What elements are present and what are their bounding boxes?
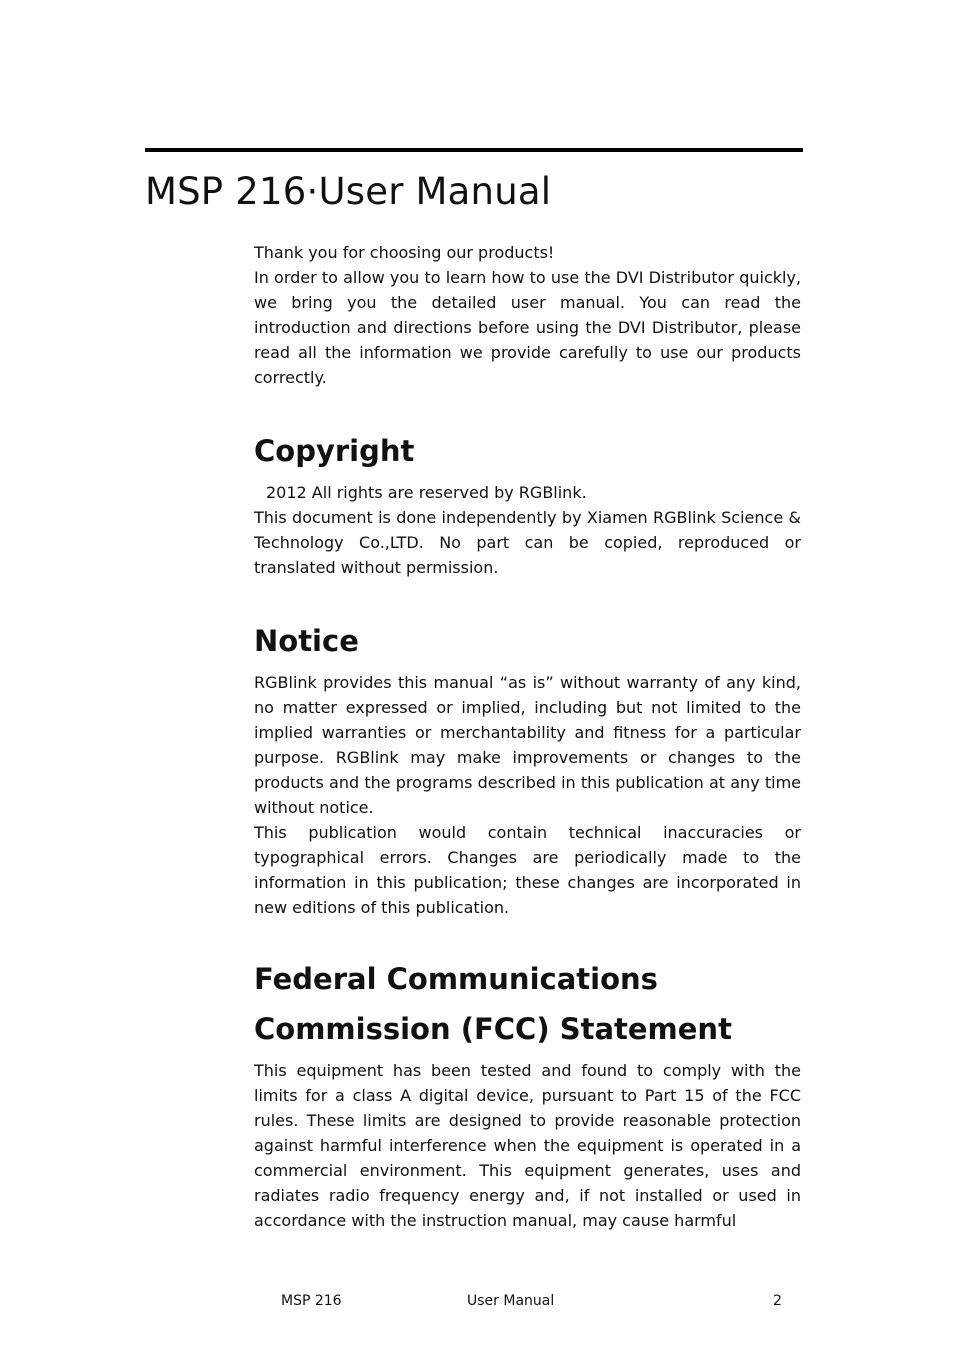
copyright-heading: Copyright bbox=[254, 434, 415, 468]
intro-section bbox=[254, 240, 801, 390]
copyright-paragraph: This document is done independently by Xiamen RGBlink Science & Technology Co.,LTD. No part can be copied, reproduced or translated without permission. bbox=[254, 508, 801, 577]
page-number: 2 bbox=[773, 1293, 782, 1309]
page-footer bbox=[0, 1290, 954, 1312]
notice-paragraph-1: RGBlink provides this manual “as is” without warranty of any kind, no matter expressed or implied, including but not limited to the implied warranties or merchantability and fitness for a particular purpose. RGBlink may make improvements or changes to the products and the programs described in this publication at any time without notice. bbox=[254, 673, 801, 817]
intro-greeting: Thank you for choosing our products! bbox=[254, 243, 555, 262]
document-title: MSP 216·User Manual bbox=[145, 170, 552, 213]
fcc-paragraph: This equipment has been tested and found to comply with the limits for a class A digital device, pursuant to Part 15 of the FCC rules. These limits are designed to provide reasonable protection against harmful interference when the equipment is operated in a commercial environment. This equipment generates, uses and radiates radio frequency energy and, if not installed or used in accordance with the instruction manual, may cause harmful bbox=[254, 1061, 801, 1230]
footer-product: MSP 216 bbox=[281, 1293, 342, 1309]
notice-heading: Notice bbox=[254, 624, 359, 658]
fcc-heading: Federal Communications Commission (FCC) Statement bbox=[254, 962, 732, 1046]
header-rule bbox=[145, 148, 803, 152]
main-content bbox=[254, 240, 801, 1233]
footer-doc-type: User Manual bbox=[467, 1293, 555, 1309]
intro-paragraph: In order to allow you to learn how to use the DVI Distributor quickly, we bring you the detailed user manual. You can read the introduction and directions before using the DVI Distributor, please read all the information we provide carefully to use our products correctly. bbox=[254, 268, 801, 387]
copyright-line: 2012 All rights are reserved by RGBlink. bbox=[266, 483, 587, 502]
notice-paragraph-2: This publication would contain technical inaccuracies or typographical errors. Changes are periodically made to the information in this publication; these changes are incorporated in new editions of this publication. bbox=[254, 823, 801, 917]
